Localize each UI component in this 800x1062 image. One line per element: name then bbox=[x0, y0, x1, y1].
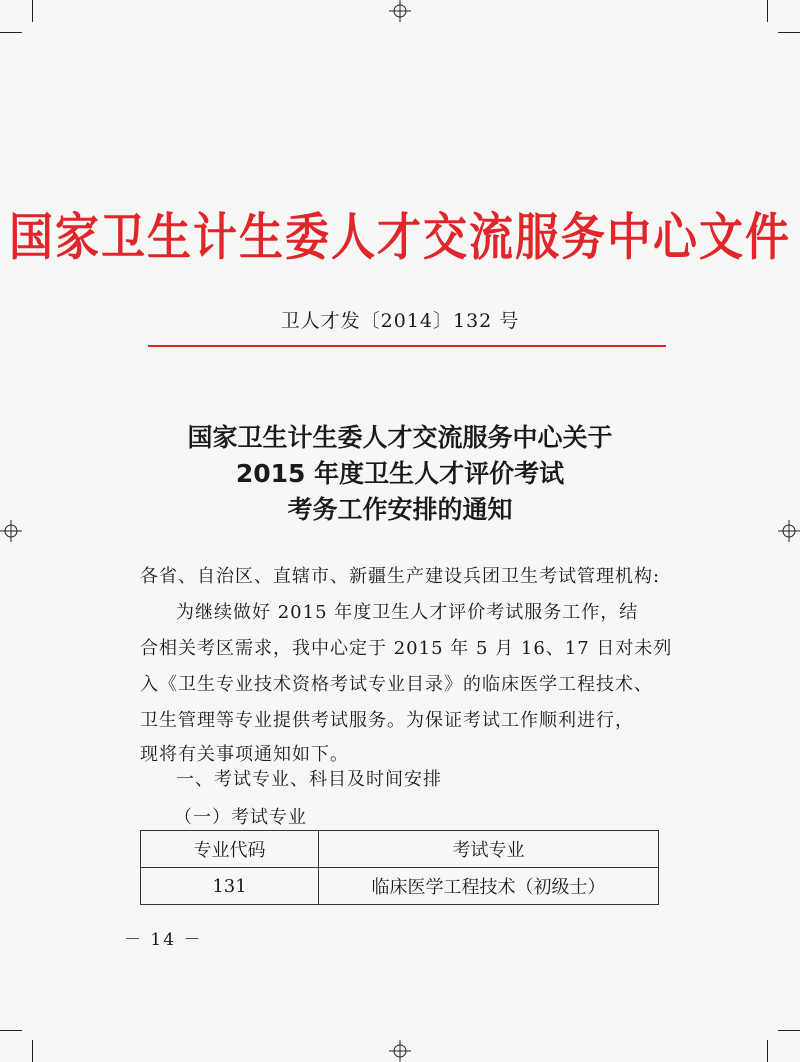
crop-mark bbox=[767, 1040, 768, 1062]
table-header-row bbox=[141, 831, 659, 868]
crop-mark bbox=[767, 0, 768, 22]
majors-table bbox=[140, 830, 659, 905]
paragraph-line: 合相关考区需求，我中心定于 2015 年 5 月 16、17 日对未列 bbox=[140, 638, 673, 659]
registration-mark-icon bbox=[389, 1040, 411, 1062]
major-code-cell: 131 bbox=[141, 868, 319, 905]
section-heading: 一、考试专业、科目及时间安排 bbox=[176, 769, 442, 790]
paragraph-line: 现将有关事项通知如下。 bbox=[140, 744, 349, 765]
red-divider bbox=[148, 345, 666, 347]
crop-mark bbox=[0, 32, 22, 33]
crop-mark bbox=[0, 1030, 22, 1031]
paragraph-line: 为继续做好 2015 年度卫生人才评价考试服务工作，结 bbox=[176, 602, 639, 623]
paragraph-line: 卫生管理等专业提供考试服务。为保证考试工作顺利进行， bbox=[140, 710, 634, 731]
registration-mark-icon bbox=[389, 0, 411, 22]
notice-title-line-2: 2015 年度卫生人才评价考试 bbox=[235, 459, 565, 488]
subsection-heading: （一）考试专业 bbox=[174, 807, 307, 828]
crop-mark bbox=[32, 0, 33, 22]
issuing-org-title: 国家卫生计生委人才交流服务中心文件 bbox=[9, 208, 791, 268]
paragraph-line: 入《卫生专业技术资格考试专业目录》的临床医学工程技术、 bbox=[140, 674, 653, 695]
salutation: 各省、自治区、直辖市、新疆生产建设兵团卫生考试管理机构: bbox=[140, 566, 661, 587]
page-number: － 14 － bbox=[124, 930, 203, 950]
document-number: 卫人才发〔2014〕132 号 bbox=[280, 310, 520, 332]
crop-mark bbox=[32, 1040, 33, 1062]
table-row bbox=[141, 868, 659, 905]
column-header-code: 专业代码 bbox=[141, 831, 319, 868]
notice-title-line-3: 考务工作安排的通知 bbox=[287, 495, 513, 524]
crop-mark bbox=[778, 1030, 800, 1031]
crop-mark bbox=[778, 32, 800, 33]
notice-title-line-1: 国家卫生计生委人才交流服务中心关于 bbox=[187, 423, 613, 452]
major-name-cell: 临床医学工程技术（初级士） bbox=[319, 868, 659, 905]
column-header-major: 考试专业 bbox=[319, 831, 659, 868]
